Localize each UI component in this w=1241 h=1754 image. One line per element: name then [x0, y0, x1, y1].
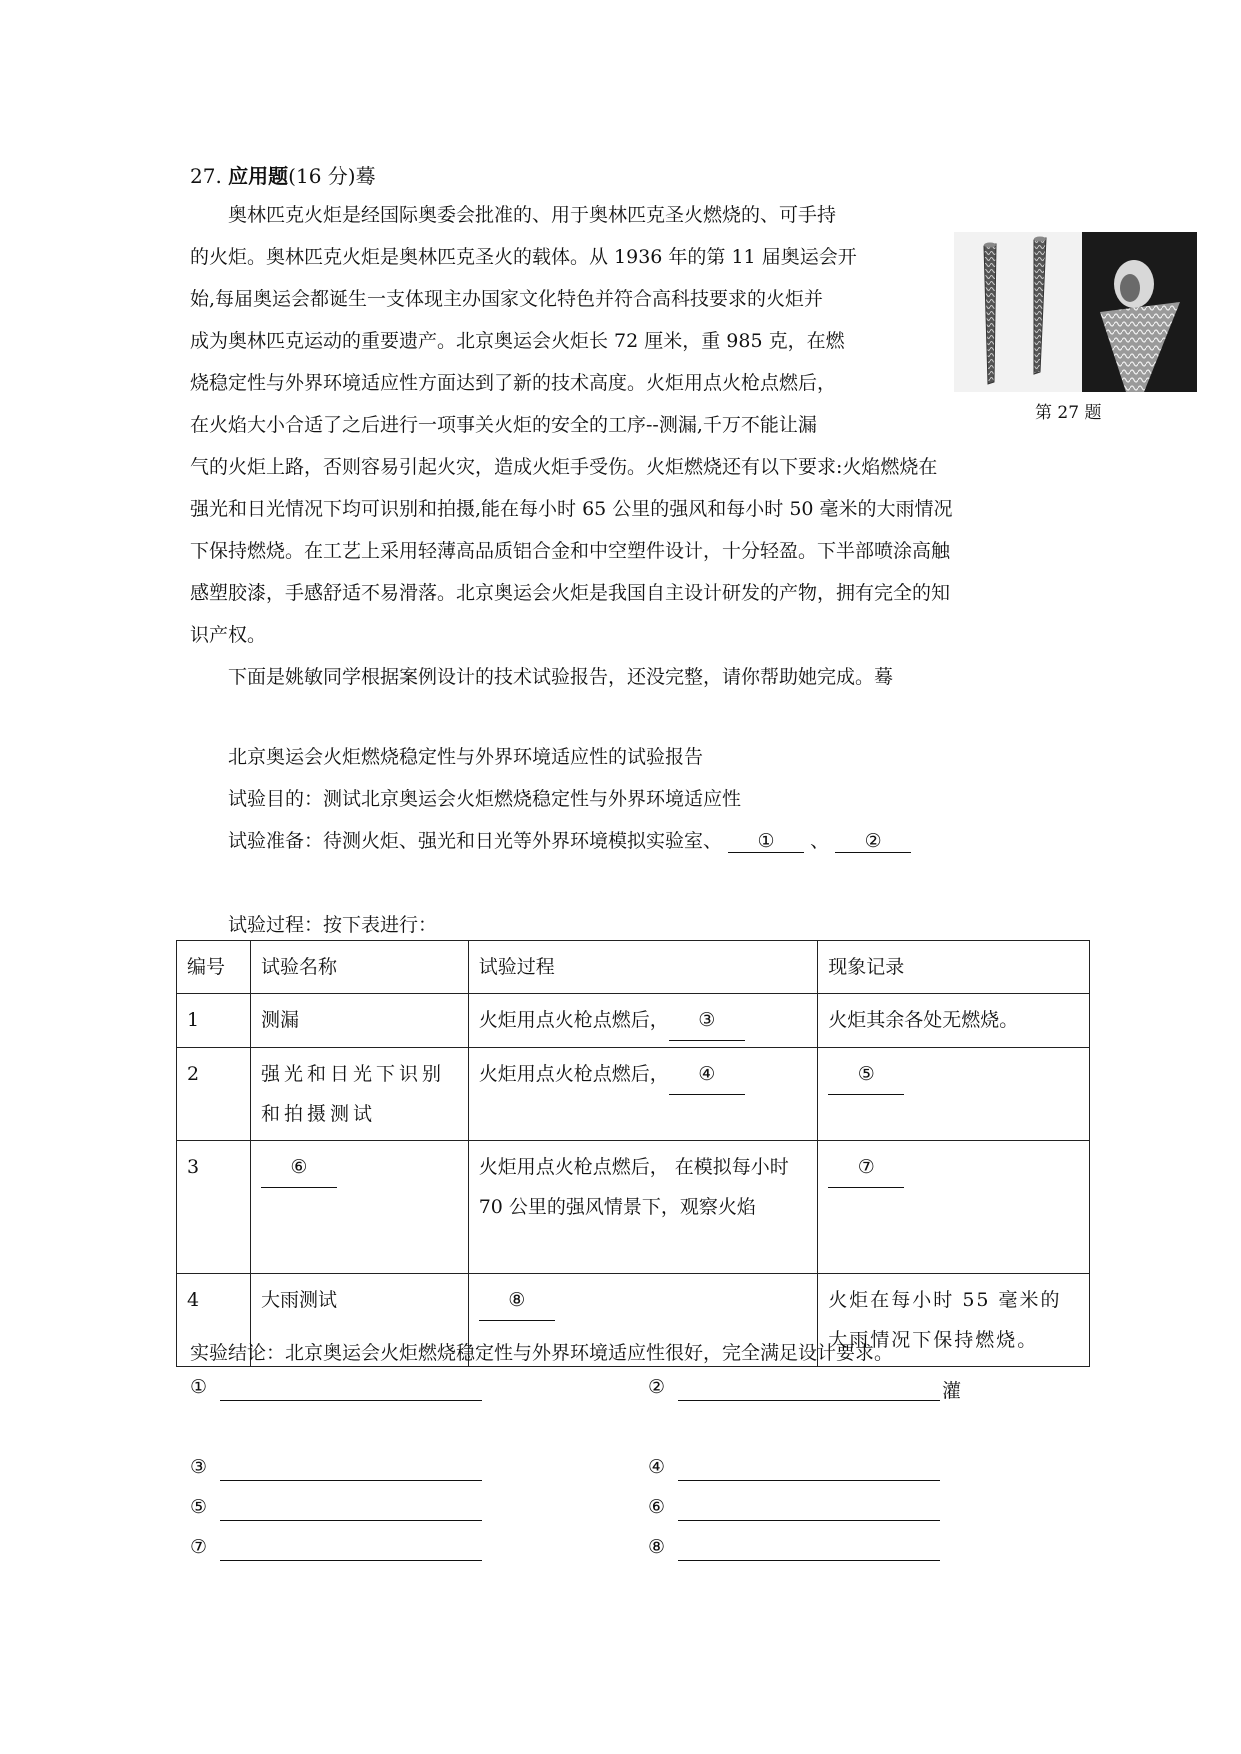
passage-line: 识产权。	[190, 624, 267, 646]
figure-caption: 第 27 题	[1035, 403, 1102, 423]
answer-label-7: ⑦	[190, 1536, 208, 1558]
blank-4[interactable]: ④	[669, 1054, 745, 1095]
answer-label-5: ⑤	[190, 1496, 208, 1518]
answer-line-7[interactable]	[220, 1560, 482, 1561]
answer-label-2: ②	[648, 1376, 666, 1398]
answer-suffix: 灌	[942, 1380, 962, 1402]
row-number: 4	[177, 1274, 251, 1367]
passage-line: 气的火炬上路，否则容易引起火灾，造成火炬手受伤。火炬燃烧还有以下要求:火焰燃烧在	[190, 456, 938, 478]
header-name: 试验名称	[250, 941, 468, 994]
question-score: (16 分)蓦	[288, 164, 376, 188]
blank-7[interactable]: ⑦	[828, 1147, 904, 1188]
passage-line: 下保持燃烧。在工艺上采用轻薄高品质铝合金和中空塑件设计，十分轻盈。下半部喷涂高触	[190, 540, 951, 562]
row-number: 2	[177, 1048, 251, 1141]
question-title	[190, 160, 376, 189]
passage-line: 始,每届奥运会都诞生一支体现主办国家文化特色并符合高科技要求的火炬并	[190, 288, 824, 310]
answer-label-4: ④	[648, 1456, 666, 1478]
answer-label-6: ⑥	[648, 1496, 666, 1518]
row-number: 3	[177, 1141, 251, 1274]
instruction-line: 下面是姚敏同学根据案例设计的技术试验报告，还没完整，请你帮助她完成。蓦	[228, 666, 894, 688]
passage-line: 强光和日光情况下均可识别和拍摄,能在每小时 65 公里的强风和每小时 50 毫米的大雨情况	[190, 498, 953, 520]
torch-figure	[954, 232, 1197, 392]
prep-text: 试验准备：待测火炬、强光和日光等外界环境模拟实验室、	[228, 830, 723, 852]
torch-pair-image	[954, 232, 1082, 392]
table-row	[177, 994, 1090, 1048]
answer-label-3: ③	[190, 1456, 208, 1478]
prep-separator: 、	[810, 830, 830, 852]
answer-line-5[interactable]	[220, 1520, 482, 1521]
table-row	[177, 1048, 1090, 1141]
header-process: 试验过程	[468, 941, 818, 994]
blank-8[interactable]: ⑧	[479, 1280, 555, 1321]
row-record: 火炬其余各处无燃烧。	[818, 994, 1090, 1048]
blank-6[interactable]: ⑥	[261, 1147, 337, 1188]
row-name: 强光和日光下识别和拍摄测试	[250, 1048, 468, 1141]
question-type: 应用题	[228, 164, 289, 188]
report-conclusion: 实验结论：北京奥运会火炬燃烧稳定性与外界环境适应性很好，完全满足设计要求。	[190, 1342, 894, 1364]
answer-line-4[interactable]	[678, 1480, 940, 1481]
table-row	[177, 1141, 1090, 1274]
blank-5[interactable]: ⑤	[828, 1054, 904, 1095]
answer-line-1[interactable]	[220, 1400, 482, 1401]
row-number: 1	[177, 994, 251, 1048]
answer-line-8[interactable]	[678, 1560, 940, 1561]
process-label: 试验过程：按下表进行：	[228, 914, 438, 936]
row-name: 测漏	[250, 994, 468, 1048]
blank-3[interactable]: ③	[669, 1000, 745, 1041]
answer-line-2[interactable]	[678, 1400, 940, 1401]
answer-label-8: ⑧	[648, 1536, 666, 1558]
answer-line-3[interactable]	[220, 1480, 482, 1481]
row-record	[818, 1048, 1090, 1141]
torch-closeup-image	[1082, 232, 1197, 392]
report-title: 北京奥运会火炬燃烧稳定性与外界环境适应性的试验报告	[228, 746, 704, 768]
answer-line-6[interactable]	[678, 1520, 940, 1521]
blank-2[interactable]: ②	[835, 830, 911, 853]
report-purpose: 试验目的：测试北京奥运会火炬燃烧稳定性与外界环境适应性	[228, 788, 742, 810]
passage-line: 感塑胶漆，手感舒适不易滑落。北京奥运会火炬是我国自主设计研发的产物，拥有完全的知	[190, 582, 951, 604]
row-record: 火炬在每小时 55 毫米的大雨情况下保持燃烧。	[818, 1274, 1090, 1367]
blank-1[interactable]: ①	[728, 830, 804, 853]
passage-line: 成为奥林匹克运动的重要遗产。北京奥运会火炬长 72 厘米，重 985 克，在燃	[190, 330, 845, 352]
row-process: 火炬用点火枪点燃后， ③	[468, 994, 818, 1048]
passage-line: 烧稳定性与外界环境适应性方面达到了新的技术高度。火炬用点火枪点燃后，	[190, 372, 837, 394]
passage-line: 的火炬。奥林匹克火炬是奥林匹克圣火的载体。从 1936 年的第 11 届奥运会开	[190, 246, 857, 268]
header-record: 现象记录	[818, 941, 1090, 994]
header-number: 编号	[177, 941, 251, 994]
report-preparation	[228, 826, 911, 853]
answer-label-1: ①	[190, 1376, 208, 1398]
row-name: 大雨测试	[250, 1274, 468, 1367]
row-process: 火炬用点火枪点燃后， 在模拟每小时 70 公里的强风情景下，观察火焰	[468, 1141, 818, 1274]
table-header-row	[177, 941, 1090, 994]
passage-line: 奥林匹克火炬是经国际奥委会批准的、用于奥林匹克圣火燃烧的、可手持	[228, 204, 837, 226]
question-number: 27.	[190, 164, 222, 188]
row-process: 火炬用点火枪点燃后， ④	[468, 1048, 818, 1141]
row-name	[250, 1141, 468, 1274]
passage-line: 在火焰大小合适了之后进行一项事关火炬的安全的工序--测漏,千万不能让漏	[190, 414, 817, 436]
row-record	[818, 1141, 1090, 1274]
report-table	[176, 940, 1090, 1367]
